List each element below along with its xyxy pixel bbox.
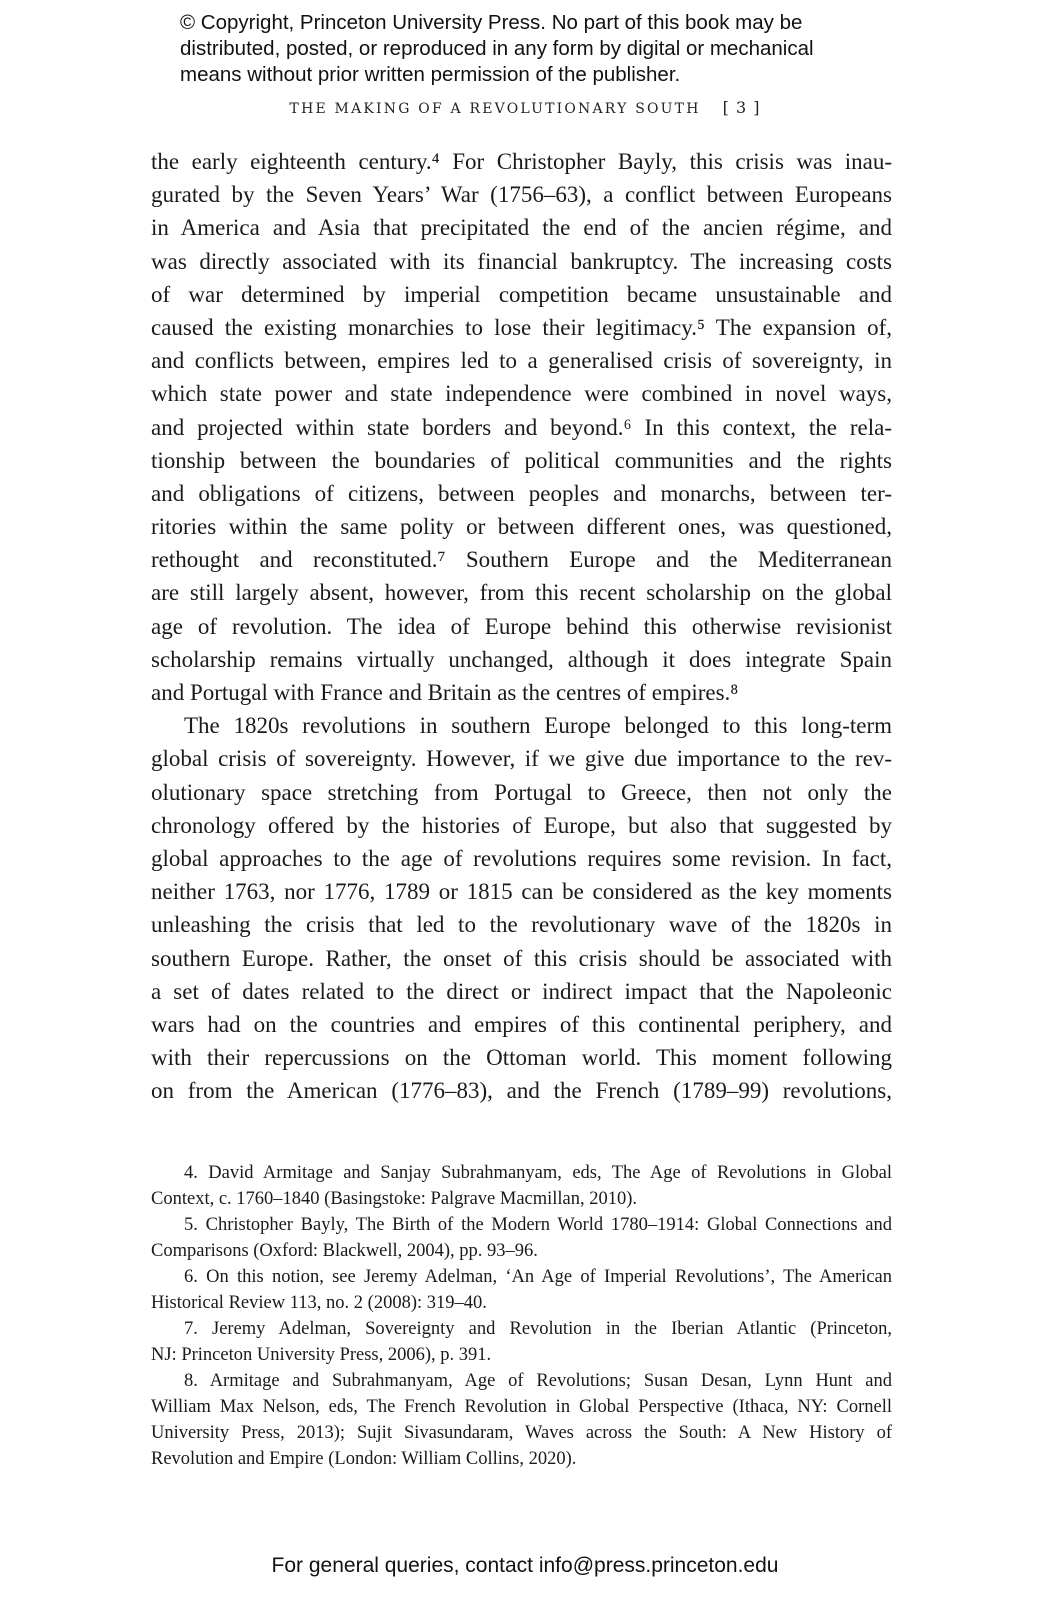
footnote-line: 7. Jeremy Adelman, Sovereignty and Revolution in the Iberian Atlantic (Princeton, (184, 1319, 892, 1339)
body-line: are still largely absent, however, from this recent scholarship on the global (151, 580, 892, 606)
body-line: a set of dates related to the direct or indirect impact that the Napoleonic (151, 978, 892, 1004)
body-line: and conflicts between, empires led to a generalised crisis of sovereignty, in (151, 348, 892, 374)
footnote-line: University Press, 2013); Sujit Sivasundaram, Waves across the South: A New History of (151, 1423, 892, 1443)
copyright-line-1: © Copyright, Princeton University Press. No part of this book may be (180, 11, 803, 34)
body-line: and Portugal with France and Britain as the centres of empires.⁸ (151, 680, 739, 705)
body-line: global crisis of sovereignty. However, if we give due importance to the rev- (151, 746, 892, 772)
body-line: with their repercussions on the Ottoman world. This moment following (151, 1045, 892, 1071)
body-line: which state power and state independence were combined in novel ways, (151, 381, 892, 407)
copyright-line-3: means without prior written permission of the publisher. (180, 63, 681, 86)
contact-line: For general queries, contact info@press.princeton.edu (271, 1554, 779, 1577)
page-number: [ 3 ] (722, 98, 761, 117)
body-line: southern Europe. Rather, the onset of this crisis should be associated with (151, 945, 892, 971)
body-line: ritories within the same polity or between different ones, was questioned, (151, 514, 892, 540)
body-line: and projected within state borders and beyond.⁶ In this context, the rela- (151, 414, 892, 440)
body-line: unleashing the crisis that led to the revolutionary wave of the 1820s in (151, 912, 892, 938)
running-head-title: THE MAKING OF A REVOLUTIONARY SOUTH (289, 101, 701, 117)
body-line: The 1820s revolutions in southern Europe belonged to this long-term (184, 713, 892, 739)
footnote-line: Comparisons (Oxford: Blackwell, 2004), pp. 93–96. (151, 1241, 538, 1261)
body-line: gurated by the Seven Years’ War (1756–63), a conflict between Europeans (151, 182, 892, 208)
copyright-notice (180, 10, 940, 88)
running-head (0, 98, 1050, 117)
body-line: was directly associated with its financial bankruptcy. The increasing costs (151, 248, 892, 274)
body-line: caused the existing monarchies to lose their legitimacy.⁵ The expansion of, (151, 314, 892, 340)
body-line: on from the American (1776–83), and the French (1789–99) revolutions, (151, 1078, 892, 1104)
footnote-line: NJ: Princeton University Press, 2006), p. 391. (151, 1345, 492, 1365)
body-line: the early eighteenth century.⁴ For Christopher Bayly, this crisis was inau- (151, 149, 892, 174)
body-line: neither 1763, nor 1776, 1789 or 1815 can be considered as the key moments (151, 879, 892, 905)
body-line: of war determined by imperial competition became unsustainable and (151, 281, 892, 307)
footnote-line: 8. Armitage and Subrahmanyam, Age of Revolutions; Susan Desan, Lynn Hunt and (184, 1371, 892, 1391)
footnote-line: Context, c. 1760–1840 (Basingstoke: Palgrave Macmillan, 2010). (151, 1189, 638, 1209)
footnote-line: 5. Christopher Bayly, The Birth of the Modern World 1780–1914: Global Connections and (184, 1215, 892, 1235)
body-line: tionship between the boundaries of political communities and the rights (151, 447, 892, 473)
footnote-line: Historical Review 113, no. 2 (2008): 319–40. (151, 1293, 487, 1313)
body-line: global approaches to the age of revolutions requires some revision. In fact, (151, 845, 892, 871)
body-line: rethought and reconstituted.⁷ Southern Europe and the Mediterranean (151, 547, 892, 573)
body-line: age of revolution. The idea of Europe behind this otherwise revisionist (151, 613, 892, 639)
footnote-line: William Max Nelson, eds, The French Revolution in Global Perspective (Ithaca, NY: Cornell (151, 1397, 892, 1417)
body-line: olutionary space stretching from Portugal to Greece, then not only the (151, 779, 892, 805)
footnote-line: 6. On this notion, see Jeremy Adelman, ‘An Age of Imperial Revolutions’, The American (184, 1267, 892, 1287)
body-line: scholarship remains virtually unchanged, although it does integrate Spain (151, 646, 892, 672)
footnotes (151, 1160, 892, 1472)
body-line: wars had on the countries and empires of this continental periphery, and (151, 1011, 892, 1037)
footnote-line: 4. David Armitage and Sanjay Subrahmanyam, eds, The Age of Revolutions in Global (184, 1163, 892, 1183)
body-line: in America and Asia that precipitated the end of the ancien régime, and (151, 215, 892, 241)
body-line: chronology offered by the histories of Europe, but also that suggested by (151, 812, 892, 838)
body-line: and obligations of citizens, between peoples and monarchs, between ter- (151, 480, 892, 506)
main-body-text (151, 145, 892, 1107)
copyright-line-2: distributed, posted, or reproduced in any form by digital or mechanical (180, 37, 814, 60)
footnote-line: Revolution and Empire (London: William Collins, 2020). (151, 1449, 577, 1469)
